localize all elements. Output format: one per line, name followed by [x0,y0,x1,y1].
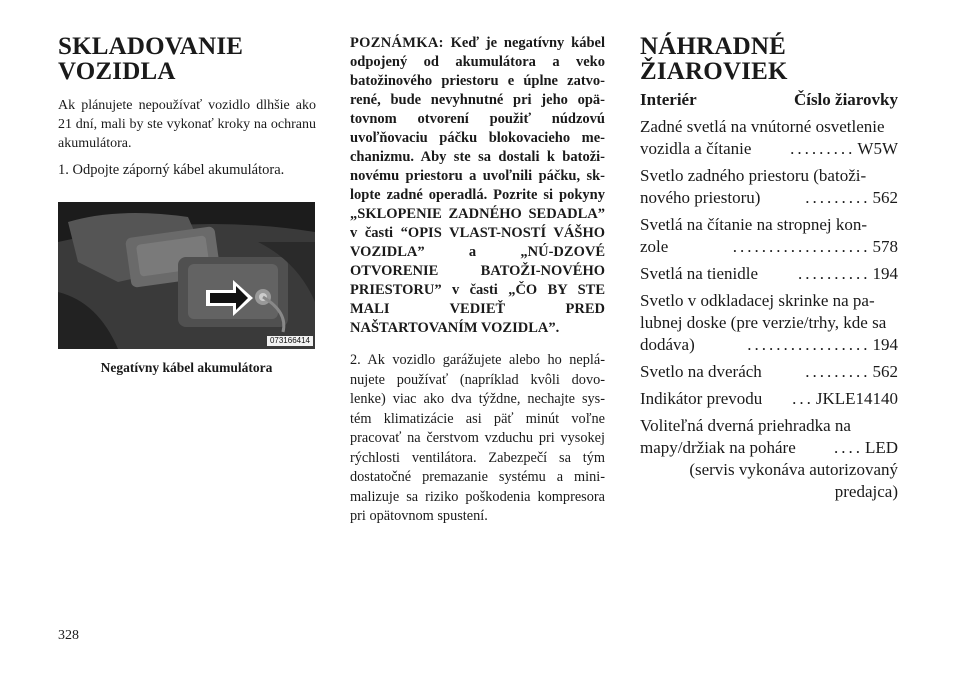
photo-caption: Negatívny kábel akumulátora [100,360,273,375]
bulb-entry: Svetlo zadného priestoru (batoži- nového priestoru) ......... 562 [640,166,898,207]
note-text: Keď je negatívny kábel odpojený od akumulátora a veko batožinového priestoru e úplne zatvo-rené, bude nevyhnutné pri jeho opä-tovnom otvorení použiť núdzovú uvoľňovaciu páčku blokovacieho me-chanizmu. Aby ste sa dostali k batoži-novému priestoru a uvoľnili páčku, sk-lopte zadné operadlá. Pozrite si pokyny „SKLOPENIE ZADNÉHO SEDADLA” v časti “OPIS VLAST-NOSTÍ VÁŠHO VOZIDLA” a „NÚ-DZOVÉ OTVORENIE BATOŽI-NOVÉHO PRIESTORU” v časti „ČO BY STE MALI VEDIEŤ PRED NAŠTARTOVANÍM VOZIDLA”. [350,35,605,336]
bulb-entry: Indikátor prevodu ... JKLE14140 [640,389,898,408]
bulb-subnote: (servis vykonáva autorizovaný predajca) [689,460,898,501]
bulb-entry: Voliteľná dverná priehradka na mapy/držiak na poháre .... LED [640,416,898,457]
bulb-entry: Svetlá na tienidle .......... 194 [640,264,898,283]
header-interior: Interiér [640,90,697,109]
battery-photo [58,202,315,349]
photo-code: 073166414 [267,336,313,346]
column-bulbs [640,34,898,503]
header-bulb-number: Číslo žiarovky [793,90,898,109]
bulb-table-header [640,90,898,110]
bulb-entry: Svetlá na čítanie na stropnej kon- zole ................... 578 [640,215,898,256]
note-block [350,34,605,338]
heading-bulbs: NÁHRADNÉ ŽIAROVIEK [640,33,788,85]
storage-intro: Ak plánujete nepoužívať vozidlo dlhšie ako 21 dní, mali by ste vykonať kroky na ochranu akumulátora. [58,98,316,151]
column-note [350,34,605,527]
step-1: 1. Odpojte záporný kábel akumulátora. [58,162,285,178]
bulb-entry: Svetlo v odkladacej skrinke na pa- lubnej doske (pre verzie/trhy, kde sa dodáva) ................. 194 [640,291,898,354]
bulb-entry: Svetlo na dverách ......... 562 [640,362,898,381]
heading-storage: SKLADOVANIE VOZIDLA [58,33,244,85]
page-number: 328 [58,628,79,643]
bulb-entry: Zadné svetlá na vnútorné osvetlenie vozidla a čítanie ......... W5W [640,117,898,158]
step-2: 2. Ak vozidlo garážujete alebo ho neplá-nujete používať (napríklad kvôli dovo-lenke) viac ako dva týždne, nechajte sys-tém klimatizácie asi päť minút voľne pracovať na čerstvom vzduchu pri vysokej rýchlosti ventilátora. Zabezpečí sa tým dostatočné premazanie systému a mini-malizuje sa riziko poškodenia kompresora pri opätovnom spustení. [350,352,605,524]
column-storage [58,33,316,375]
battery-illustration [58,202,315,349]
note-label: POZNÁMKA: [350,35,444,51]
